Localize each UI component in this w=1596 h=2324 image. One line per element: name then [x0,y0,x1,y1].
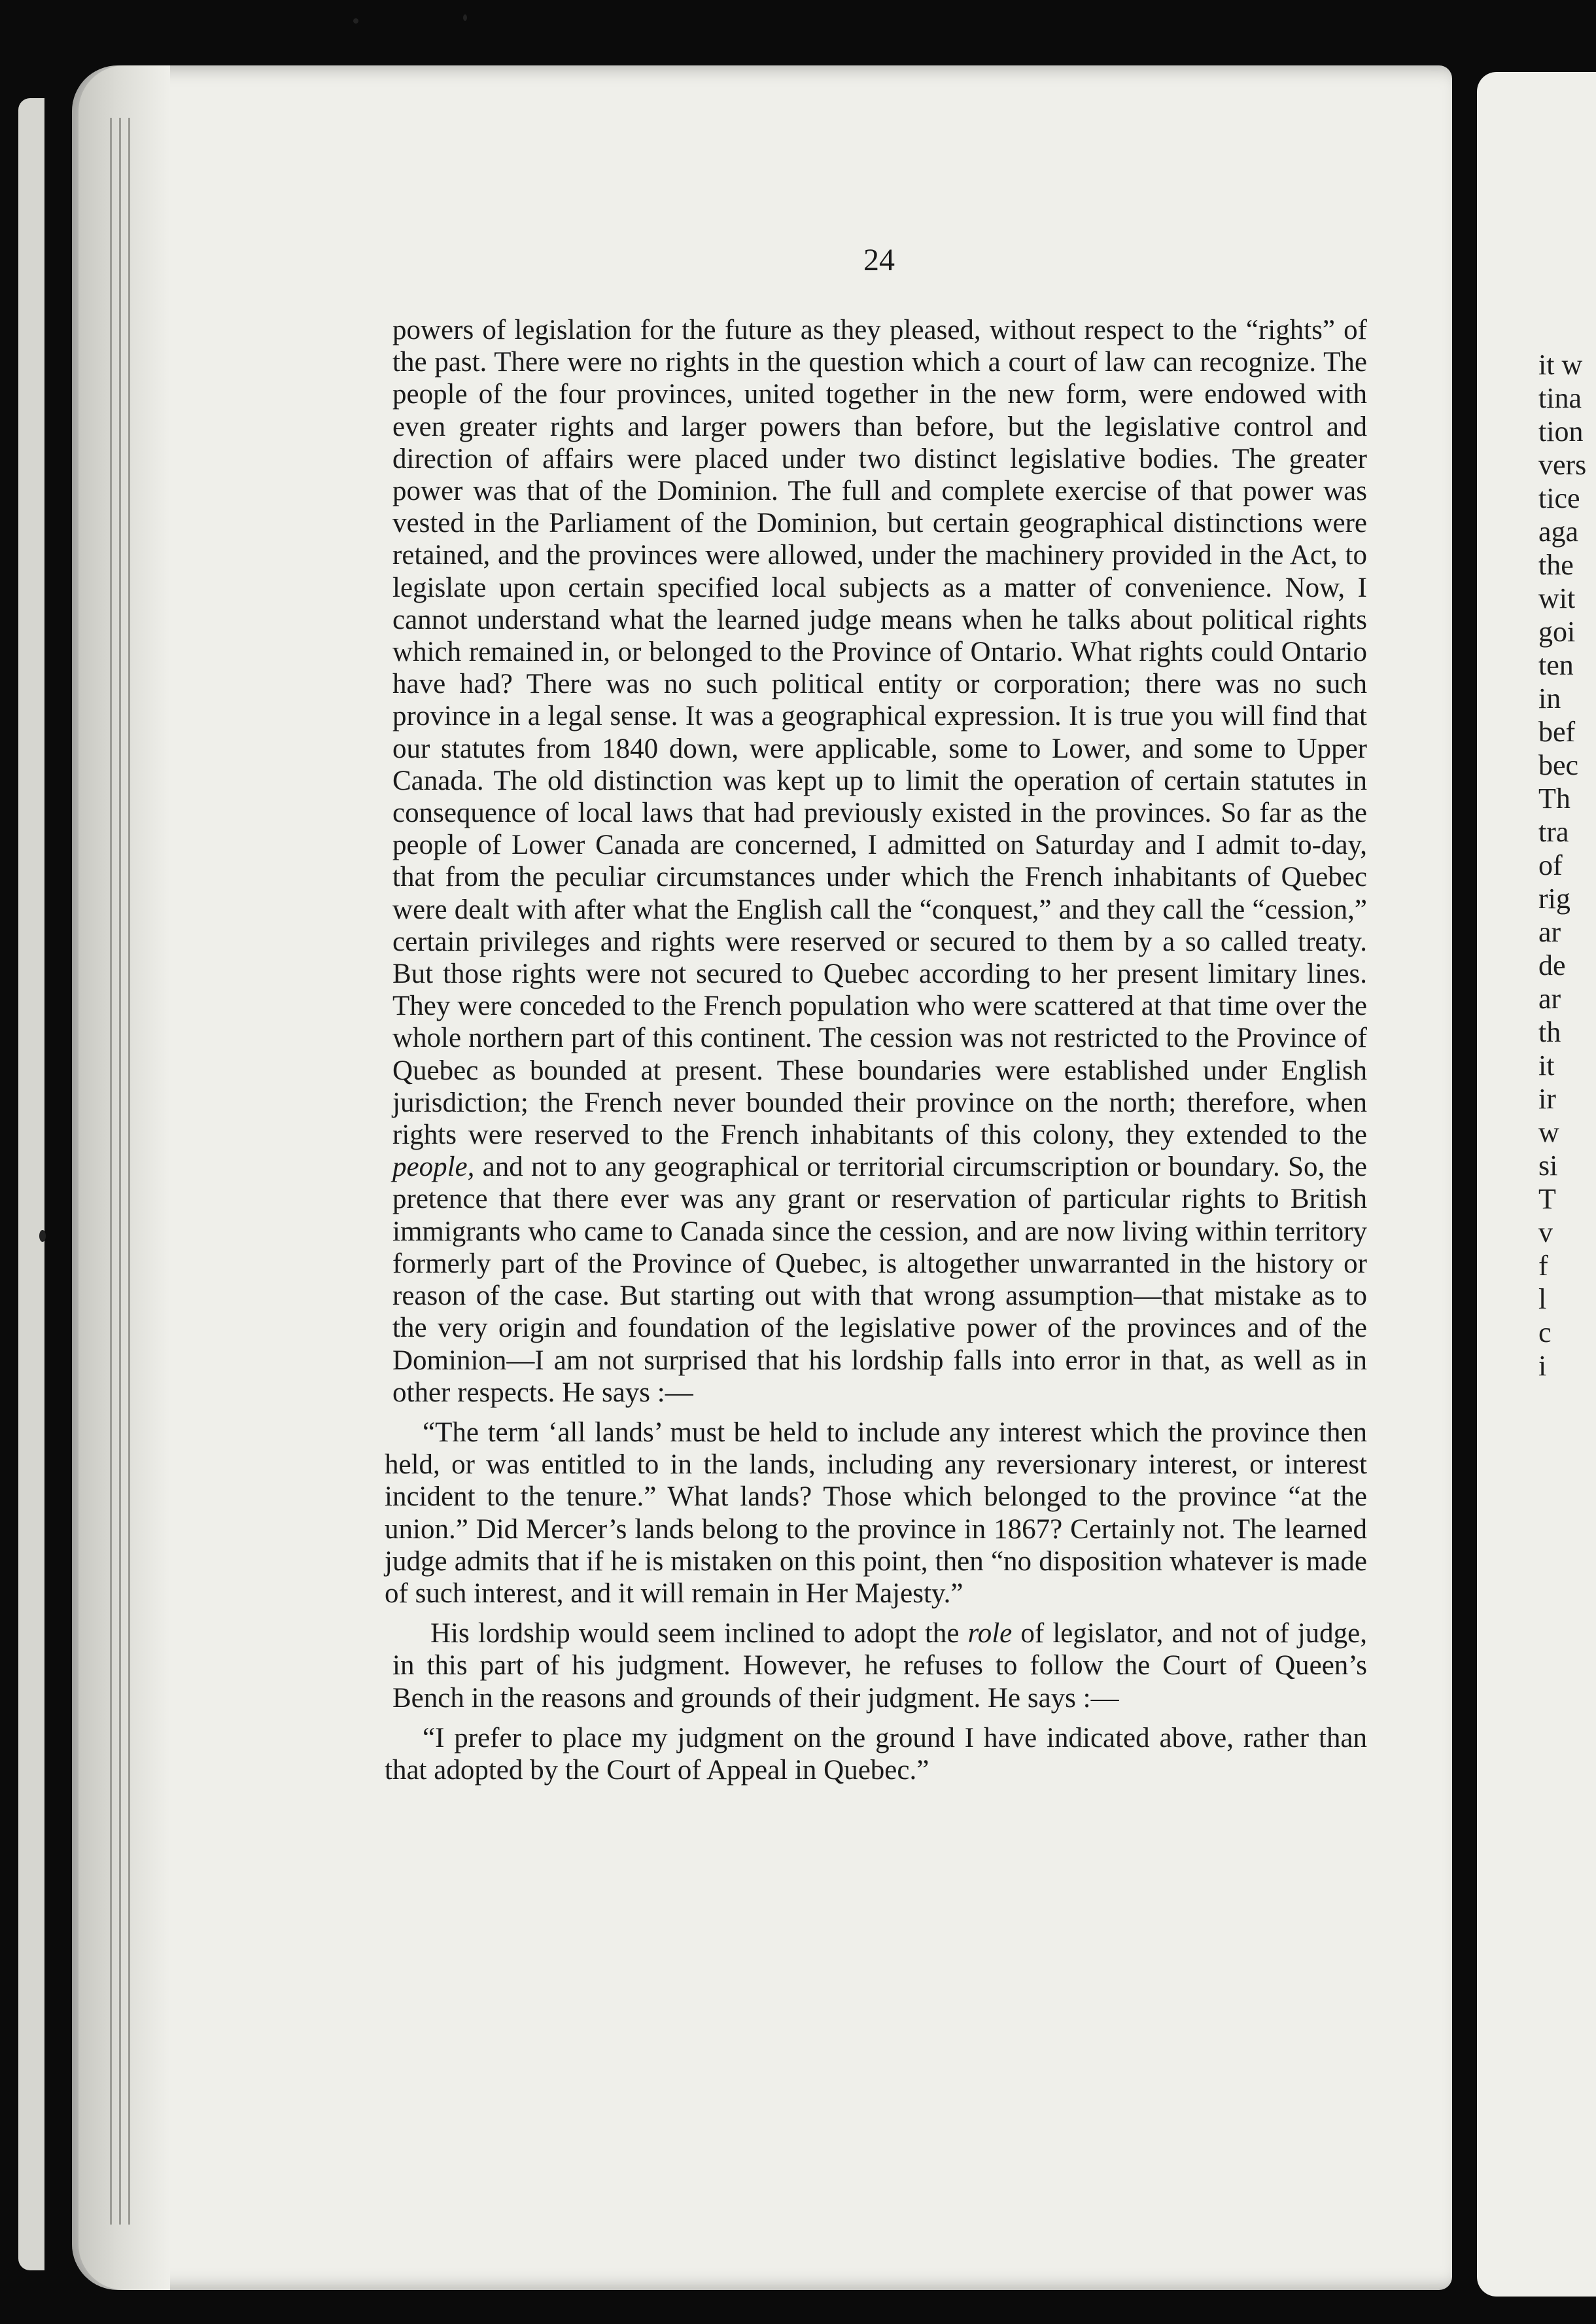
facing-page-fragment: wit [1538,582,1576,614]
quotation: “I prefer to place my judgment on the ground I have indicated above, rather than that adopted by the Court of Appeal in Quebec.” [385,1722,1367,1786]
facing-page-fragment: w [1538,1116,1559,1148]
facing-page-fragment: tina [1538,382,1582,414]
facing-page-fragment: it [1538,1049,1555,1082]
facing-page-fragment: aga [1538,516,1579,548]
dust-speck [39,1230,46,1242]
facing-page-text [1538,348,1586,1382]
facing-page-fragment: tice [1538,482,1580,514]
page-number: 24 [863,243,895,277]
facing-page-fragment: of [1538,849,1563,881]
paragraph: powers of legislation for the future as they pleased, without respect to the “rights” of the past. There were no rights in the question which a court of law can recognize. The people of the four provinces, united together in the new form, were endowed with even greater rights and larger powers than before, but the legislative control and direction of affairs were placed under two distinct legislative bodies. The greater power was that of the Dominion. The full and complete exercise of that power was vested in the Parliament of the Dominion, but certain geographical distinctions were retained, and the provinces were allowed, under the machinery provided in the Act, to legislate upon certain specified local subjects as a matter of convenience. Now, I cannot understand what the learned judge means when he talks about political rights which remained in, or belonged to the Province of Ontario. What rights could Ontario have had? There was no such political entity or corporation; there was no such province in a legal sense. It was a geographical expression. It is true you will find that our statutes from 1840 down, were applicable, some to Lower, and some to Upper Canada. The old distinction was kept up to limit the operation of certain statutes in consequence of local laws that had previously existed in the provinces. So far as the people of Lower Canada are concerned, I admitted on Saturday and I admit to-day, that from the peculiar circumstances under which the French inhabitants of Quebec were dealt with after what the English call the “conquest,” and they call the “cession,” certain privileges and rights were reserved or secured to them by a so called treaty. But those rights were not secured to Quebec according to her present limitary lines. They were conceded to the French population who were scattered at that time over the whole northern part of this continent. The cession was not restricted to the Province of Quebec as bounded at present. These boundaries were established under English jurisdiction; the French never bounded their province on the north; therefore, when rights were reserved to the French inhabitants of this colony, they extended to the people, and not to any geographical or territorial circumscription or boundary. So, the pretence that there ever was any grant or reservation of particular rights to British immigrants who came to Canada since the cession, and are now living within territory formerly part of the Province of Quebec, is altogether unwarranted in the history or reason of the case. But starting out with that wrong assumption—that mistake as to the very origin and foundation of the legislative power of the provinces and of the Dominion—I am not surprised that his lordship falls into error in that, as well as in other respects. He says :— [392,315,1367,1408]
facing-page-fragment: bec [1538,749,1579,781]
gutter-line [128,118,130,2225]
facing-page-fragment: goi [1538,616,1576,648]
dust-speck [353,18,358,24]
facing-page-fragment: tion [1538,415,1584,448]
facing-page-fragment: Th [1538,783,1570,815]
facing-page-fragment: rig [1538,883,1570,915]
facing-page-fragment: bef [1538,716,1576,748]
facing-page-fragment: ar [1538,983,1561,1015]
page-edge-left [18,98,44,2270]
facing-page-fragment: f [1538,1250,1548,1282]
facing-page-fragment: ir [1538,1083,1556,1115]
facing-page-fragment: de [1538,949,1566,981]
quotation: “The term ‘all lands’ must be held to include any interest which the province then held, or was entitled to in the lands, including any reversionary interest, or interest incident to the tenure.” What lands? Those which belonged to the province “at the union.” Did Mercer’s lands belong to the province in 1867? Certainly not. The learned judge admits that if he is mistaken on this point, then “no disposition whatever is made of such interest, and it will remain in Her Majesty.” [385,1417,1367,1609]
facing-page-fragment: vers [1538,449,1587,481]
facing-page-fragment: the [1538,549,1574,581]
facing-page-fragment: ar [1538,916,1561,948]
facing-page-fragment: tra [1538,816,1569,848]
facing-page-fragment: c [1538,1316,1552,1348]
facing-page-fragment: ten [1538,649,1574,681]
gutter-line [110,118,112,2225]
binding-gutter [78,65,170,2290]
facing-page-fragment: T [1538,1183,1556,1215]
facing-page-fragment: in [1538,682,1561,714]
facing-page-fragment: l [1538,1283,1547,1315]
paragraph: His lordship would seem inclined to adopt the role of legislator, and not of judge, in this part of his judgment. However, he refuses to follow the Court of Queen’s Bench in the reasons and grounds of their judgment. He says :— [392,1618,1367,1714]
facing-page-fragment: si [1538,1150,1558,1182]
body-text [385,314,1367,1786]
facing-page-fragment: i [1538,1350,1547,1382]
dust-speck [463,14,467,21]
gutter-line [119,118,121,2225]
facing-page-fragment: it w [1538,349,1583,381]
facing-page-fragment: th [1538,1016,1561,1048]
facing-page-fragment: v [1538,1216,1553,1248]
